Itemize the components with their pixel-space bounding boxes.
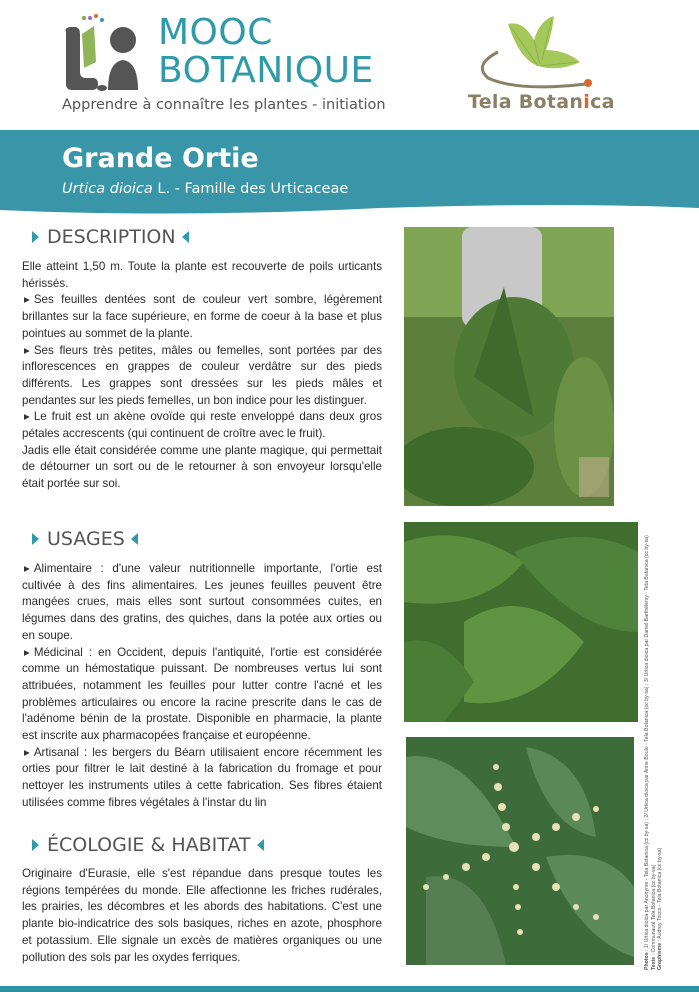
mooc-title	[158, 14, 374, 90]
mooc-botanique-logo-icon	[62, 12, 154, 92]
section-usages	[22, 526, 382, 812]
section-ecology	[22, 832, 382, 966]
page-header	[0, 0, 699, 130]
description-bullet: ▸ Ses fleurs très petites, mâles ou femelles, sont portées par des inflorescences en grappes de couleur verdâtre sur des pieds différents. Les grappes sont dressées sur les pieds mâles et pendantes sur les pieds femelles, un bon indice pour les distinguer.	[22, 343, 382, 410]
tela-botanica-wordmark: Tela Botanica	[468, 91, 615, 113]
plant-latin-name: Urtica dioica L. - Famille des Urticaceae	[62, 181, 349, 197]
photo-nettle-plant	[404, 227, 614, 506]
description-paragraph: Elle atteint 1,50 m. Toute la plante est recouverte de poils urticants hérissés.	[22, 260, 382, 290]
photo-nettle-leaves	[404, 522, 638, 722]
mooc-subtitle: Apprendre à connaître les plantes - initiation	[62, 97, 386, 113]
triangle-left-icon	[257, 839, 264, 851]
section-description	[22, 224, 382, 493]
mooc-title-line1: MOOC	[158, 12, 273, 53]
ecology-paragraph: Originaire d'Eurasie, elle s'est répandue dans presque toutes les régions tempérées du monde. Elle affectionne les friches rudérales, les prairies, les décombres et les abords des habitations. C'est une plante bio-indicatrice des sols basiques, riches en azote, phosphore et potassium. Elle signale un excès de matières organiques ou une pollution des sols par les oxydes ferriques.	[22, 867, 382, 964]
section-title-description: DESCRIPTION	[32, 224, 382, 250]
tela-botanica-leaf-icon	[468, 10, 613, 90]
triangle-left-icon	[131, 533, 138, 545]
photo-credits: Photos : 1/ Urtica dioica par Anonyme - Tela Botanica (cc by-sa) ; 2/ Urtica dioica par Anne Boulo - Tela Botanica (cc by-sa) ; 3/ Urtica dioica par Daniel Barthélemy - Tela Botanica (cc by-sa) Texte : Communauté Tela Botanica (cc by-sa) Graphisme : Audrey Tocco - Tela Botanica (cc by-sa)	[644, 535, 663, 970]
triangle-right-icon	[32, 839, 39, 851]
plant-common-name: Grande Ortie	[62, 143, 259, 174]
section-title-usages: USAGES	[32, 526, 382, 552]
description-bullet: ▸ Ses feuilles dentées sont de couleur vert sombre, légèrement brillantes sur la face supérieure, en forme de coeur à la base et plus pointues au sommet de la plante.	[22, 292, 382, 342]
usages-bullet: ▸ Alimentaire : d'une valeur nutritionnelle importante, l'ortie est cultivée à des fins alimentaires. Les jeunes feuilles peuvent être mangées crues, mais elles sont surtout consommées cuites, en légumes dans des gratins, des quiches, dans la potée aux orties ou en soupe.	[22, 561, 382, 645]
mooc-title-line2: BOTANIQUE	[158, 50, 374, 91]
usages-bullet: ▸ Artisanal : les bergers du Béarn utilisaient encore récemment les orties pour filtrer le lait destiné à la fabrication du fromage et pour nettoyer les instruments utiles à cette fabrication. Ses fibres étaient utilisées comme fibres végétales à l'instar du lin	[22, 745, 382, 812]
usages-bullet: ▸ Médicinal : en Occident, depuis l'antiquité, l'ortie est considérée comme un hémostatique puissant. De nombreuses vertus lui sont attribuées, notamment les feuilles pour lutter contre l'acné et les problèmes articulaires ou encore la racine prescrite dans le cas de l'adénome bénin de la prostate. Disponible en pharmacie, la plante est inscrite aux pharmacopées française et européenne.	[22, 645, 382, 745]
section-title-ecology: ÉCOLOGIE & HABITAT	[32, 832, 382, 858]
footer-bar	[0, 986, 699, 992]
description-bullet: ▸ Le fruit est un akène ovoïde qui reste enveloppé dans deux gros pétales accrescents (qui continuent de croître avec le fruit).	[22, 409, 382, 442]
photo-nettle-flowers	[406, 737, 634, 965]
triangle-left-icon	[182, 231, 189, 243]
triangle-right-icon	[32, 231, 39, 243]
triangle-right-icon	[32, 533, 39, 545]
description-paragraph: Jadis elle était considérée comme une plante magique, qui permettait de détourner un sort ou de le retourner à son envoyeur lorsqu'elle était portée sur soi.	[22, 443, 382, 491]
